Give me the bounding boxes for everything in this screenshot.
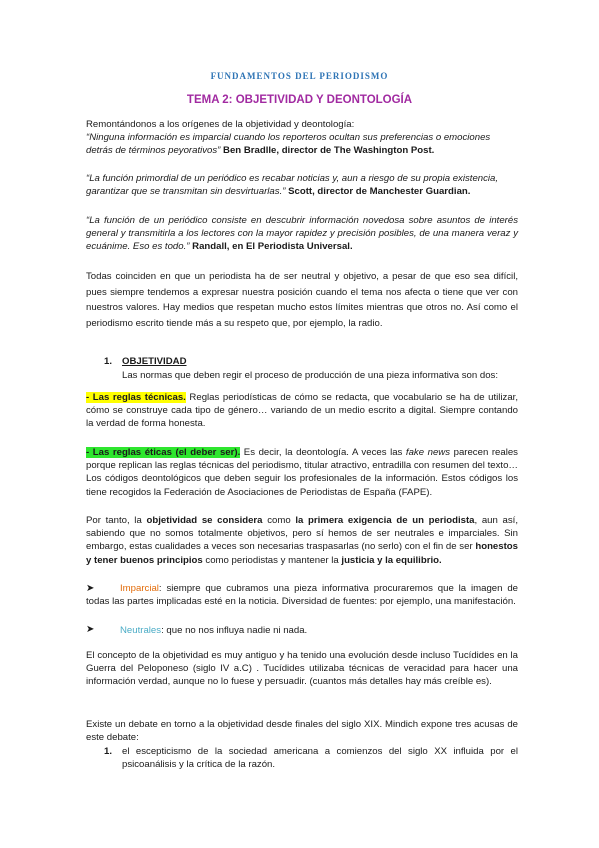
quote-3-text: “La función de un periódico consiste en descubrir información novedosa sobre asuntos de interés general y transmitirla a los lectores con la mayor rapidez y precisión posibles, de una manera veraz y ecuánime. Eso es todo.”	[86, 215, 518, 253]
quote-1	[86, 131, 518, 157]
intro-lead: Remontándonos a los orígenes de la objetividad y deontología:	[86, 119, 355, 130]
objectivity-text-c: como	[262, 515, 296, 526]
neutral-label: Neutrales	[120, 625, 162, 636]
objectivity-bold-4: justicia y la equilibrio.	[341, 554, 442, 566]
quote-2	[86, 172, 518, 198]
section-1-lead: Las normas que deben regir el proceso de producción de una pieza informativa son dos:	[122, 370, 498, 381]
rule-ethical-text-b: parecen reales porque replican las reglas técnicas del periodismo, titular atractivo, entradilla con resumen del texto…Los códigos deontológicos que deben seguir los profesionales de la información. Estos códigos los tiene recogidos la Federación de Asociaciones de Periodistas de España (FAPE).	[86, 447, 518, 498]
bullet-impartial	[86, 582, 518, 608]
objectivity-bold-1: objetividad se considera	[146, 515, 263, 526]
quote-3	[86, 214, 518, 254]
page-title: TEMA 2: OBJETIVIDAD Y DEONTOLOGÍA	[186, 94, 413, 106]
quote-1-author: Ben Bradlle, director de The Washington Post.	[223, 145, 435, 157]
objectivity-bold-3: honestos y tener buenos principios	[86, 541, 518, 566]
section-1-number: 1.	[104, 356, 113, 367]
objectivity-text-e: como periodistas y mantener la	[202, 554, 342, 566]
rule-technical-label: - Las reglas técnicas.	[86, 392, 186, 403]
quote-2-author: Scott, director de Manchester Guardian.	[288, 186, 471, 198]
rule-technical	[86, 391, 518, 431]
quote-1-text: “Ninguna información es imparcial cuando los reporteros ocultan sus preferencias o emociones detrás de términos peyorativos”	[86, 132, 491, 157]
list-item-1-number: 1.	[104, 746, 113, 757]
rule-ethical-text-a: Es decir, la deontología. A veces las	[240, 447, 406, 458]
quote-3-author: Randall, en El Periodista Universal.	[192, 241, 353, 253]
concept-paragraph: El concepto de la objetividad es muy antiguo y ha tenido una evolución desde incluso Tucídides en la Guerra del Peloponeso (siglo IV a.C) . Tucídides utilizaba técnicas de veracidad para hacer una información verdad, aunque no lo fuese y persuadir. (cuantos más detalles hay más creíble es).	[86, 650, 518, 688]
rule-ethical-label: - Las reglas éticas (el deber ser).	[86, 447, 241, 458]
arrow-bullet-icon: ➤	[86, 624, 95, 635]
objectivity-paragraph	[86, 514, 518, 567]
list-item-1-text: el escepticismo de la sociedad americana a comienzos del siglo XX influida por el psicoanálisis y la crítica de la razón.	[122, 746, 518, 771]
objectivity-text-d: , aun así, sabiendo que no somos totalmente objetivos, pero sí hemos de ser neutrales e imparciales. Sin embargo, estas cualidades a veces son necesarias traspasarlas (no serlo) con el fin de ser	[86, 515, 518, 553]
debate-paragraph: Existe un debate en torno a la objetividad desde finales del siglo XIX. Mindich expone tres acusas de este debate:	[86, 719, 518, 744]
neutral-text: : que no nos influya nadie ni nada.	[161, 625, 308, 636]
objectivity-text-a: Por tanto, la	[86, 515, 147, 526]
arrow-bullet-icon: ➤	[86, 583, 95, 594]
bullet-neutral	[86, 624, 518, 637]
impartial-text: : siempre que cubramos una pieza informativa procuraremos que la imagen de todas las partes implicadas esté en la noticia. Diversidad de fuentes: por ejemplo, una manifestación.	[86, 583, 518, 608]
impartial-label: Imparcial	[120, 583, 159, 594]
quote-2-text: “La función primordial de un periódico es recabar noticias y, aun a riesgo de su propia existencia, garantizar que se transmitan sin desvirtuarlas.”	[86, 173, 499, 198]
fake-news-term: fake news	[405, 447, 451, 458]
rule-ethical	[86, 446, 518, 499]
section-1-heading: OBJETIVIDAD	[122, 356, 187, 367]
objectivity-bold-2: la primera exigencia de un periodista	[295, 515, 475, 526]
intro-paragraph: Todas coinciden en que un periodista ha de ser neutral y objetivo, a pesar de que eso sea difícil, pues siempre tendemos a expresar nuestra posición cuando el tema nos afecta o tiene que ver con nuestros valores. Hay medios que respetan mucho estos límites mientras que otros no. Así como el periodismo escrito tiende más a su respeto que, por ejemplo, la radio.	[86, 271, 518, 329]
subject-header: FUNDAMENTOS DEL PERIODISMO	[210, 71, 389, 81]
rule-technical-text: Reglas periodísticas de cómo se redacta, que vocabulario se ha de utilizar, cómo se construye cada tipo de género… variando de un medio escrito a digital. Siempre contando la verdad de forma honesta.	[86, 392, 518, 430]
